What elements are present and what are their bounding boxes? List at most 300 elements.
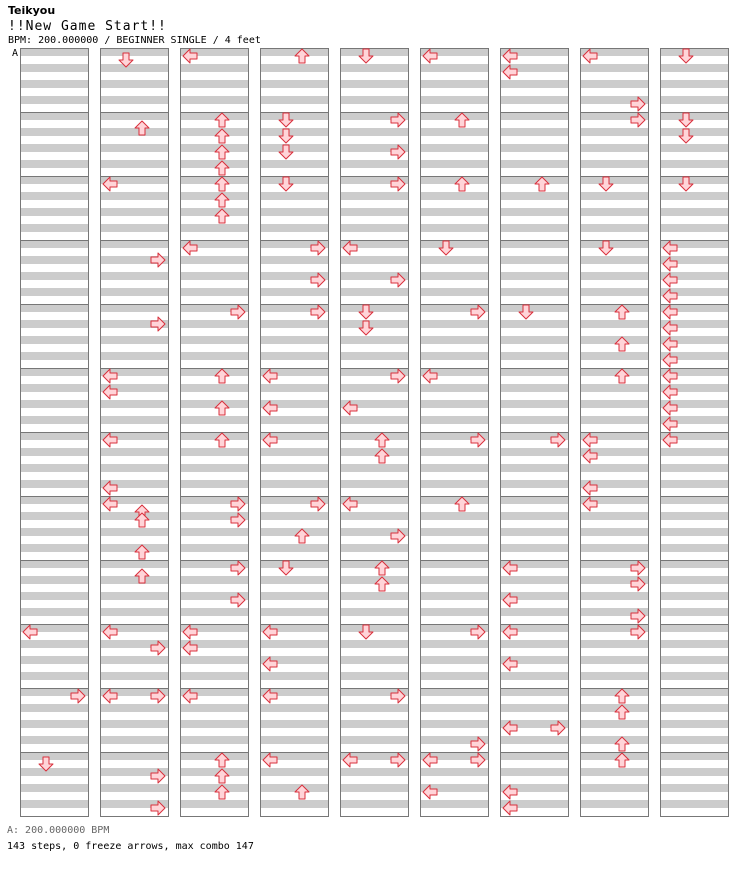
beat-stripe	[660, 720, 728, 728]
beat-stripe	[260, 384, 328, 392]
beat-stripe	[100, 80, 168, 88]
beat-stripe	[660, 128, 728, 136]
beat-stripe	[340, 704, 408, 712]
beat-stripe	[580, 736, 648, 744]
beat-stripe	[580, 544, 648, 552]
beat-stripe	[580, 320, 648, 328]
beat-stripe	[20, 432, 88, 440]
beat-stripe	[580, 416, 648, 424]
beat-stripe	[660, 736, 728, 744]
beat-stripe	[260, 112, 328, 120]
beat-stripe	[20, 272, 88, 280]
beat-stripe	[660, 800, 728, 808]
beat-stripe	[100, 720, 168, 728]
beat-stripe	[500, 240, 568, 248]
beat-stripe	[340, 512, 408, 520]
beat-stripe	[580, 304, 648, 312]
beat-stripe	[180, 320, 248, 328]
beat-stripe	[500, 416, 568, 424]
beat-stripe	[340, 192, 408, 200]
beat-stripe	[420, 672, 488, 680]
beat-stripe	[340, 592, 408, 600]
beat-stripe	[180, 480, 248, 488]
beat-stripe	[340, 560, 408, 568]
beat-stripe	[180, 608, 248, 616]
beat-stripe	[20, 608, 88, 616]
beat-stripe	[20, 48, 88, 56]
beat-stripe	[500, 208, 568, 216]
beat-stripe	[340, 608, 408, 616]
beat-stripe	[260, 224, 328, 232]
beat-stripe	[420, 448, 488, 456]
beat-stripe	[340, 544, 408, 552]
beat-stripe	[660, 752, 728, 760]
beat-stripe	[20, 240, 88, 248]
beat-stripe	[20, 592, 88, 600]
beat-stripe	[100, 112, 168, 120]
beat-stripe	[180, 672, 248, 680]
beat-stripe	[420, 640, 488, 648]
beat-stripe	[260, 528, 328, 536]
beat-stripe	[340, 64, 408, 72]
beat-stripe	[420, 144, 488, 152]
beat-stripe	[20, 784, 88, 792]
beat-stripe	[420, 272, 488, 280]
beat-stripe	[500, 704, 568, 712]
beat-stripe	[420, 128, 488, 136]
beat-stripe	[100, 448, 168, 456]
beat-stripe	[180, 112, 248, 120]
chart-column	[580, 48, 649, 817]
beat-stripe	[260, 288, 328, 296]
beat-stripe	[100, 704, 168, 712]
beat-stripe	[100, 96, 168, 104]
beat-stripe	[580, 288, 648, 296]
beat-stripe	[260, 608, 328, 616]
beat-stripe	[20, 720, 88, 728]
bpm-change-marker: A	[12, 48, 19, 59]
beat-stripe	[420, 384, 488, 392]
beat-stripe	[500, 288, 568, 296]
beat-stripe	[580, 656, 648, 664]
beat-stripe	[660, 784, 728, 792]
beat-stripe	[500, 544, 568, 552]
beat-stripe	[180, 416, 248, 424]
beat-stripe	[180, 368, 248, 376]
beat-stripe	[180, 784, 248, 792]
beat-stripe	[660, 576, 728, 584]
beat-stripe	[580, 240, 648, 248]
beat-stripe	[260, 784, 328, 792]
chart-column	[500, 48, 569, 817]
beat-stripe	[660, 464, 728, 472]
beat-stripe	[260, 208, 328, 216]
beat-stripe	[420, 80, 488, 88]
step-summary: 143 steps, 0 freeze arrows, max combo 147	[7, 841, 254, 852]
beat-stripe	[180, 208, 248, 216]
beat-stripe	[20, 304, 88, 312]
beat-stripe	[340, 80, 408, 88]
beat-stripe	[580, 464, 648, 472]
beat-stripe	[100, 784, 168, 792]
beat-stripe	[340, 384, 408, 392]
beat-stripe	[580, 640, 648, 648]
beat-stripe	[580, 64, 648, 72]
beat-stripe	[500, 672, 568, 680]
beat-stripe	[340, 480, 408, 488]
beat-stripe	[180, 272, 248, 280]
beat-stripe	[420, 800, 488, 808]
beat-stripe	[260, 720, 328, 728]
beat-stripe	[660, 448, 728, 456]
beat-stripe	[580, 256, 648, 264]
beat-stripe	[420, 656, 488, 664]
beat-stripe	[500, 640, 568, 648]
beat-stripe	[180, 752, 248, 760]
beat-stripe	[580, 224, 648, 232]
beat-stripe	[340, 784, 408, 792]
beat-stripe	[100, 608, 168, 616]
beat-stripe	[500, 480, 568, 488]
beat-stripe	[500, 448, 568, 456]
beat-stripe	[20, 400, 88, 408]
beat-stripe	[340, 224, 408, 232]
beat-stripe	[20, 496, 88, 504]
chart-info: BPM: 200.000000 / BEGINNER SINGLE / 4 feet	[8, 35, 261, 46]
beat-stripe	[20, 96, 88, 104]
beat-stripe	[20, 176, 88, 184]
beat-stripe	[100, 304, 168, 312]
beat-stripe	[340, 304, 408, 312]
beat-stripe	[500, 352, 568, 360]
beat-stripe	[100, 512, 168, 520]
beat-stripe	[580, 512, 648, 520]
beat-stripe	[340, 800, 408, 808]
beat-stripe	[100, 752, 168, 760]
beat-stripe	[260, 464, 328, 472]
beat-stripe	[340, 208, 408, 216]
beat-stripe	[660, 528, 728, 536]
beat-stripe	[660, 208, 728, 216]
beat-stripe	[420, 224, 488, 232]
beat-stripe	[100, 352, 168, 360]
beat-stripe	[420, 112, 488, 120]
beat-stripe	[20, 256, 88, 264]
beat-stripe	[500, 496, 568, 504]
beat-stripe	[580, 144, 648, 152]
beat-stripe	[420, 592, 488, 600]
beat-stripe	[340, 464, 408, 472]
beat-stripe	[260, 448, 328, 456]
beat-stripe	[660, 544, 728, 552]
beat-stripe	[100, 672, 168, 680]
beat-stripe	[500, 752, 568, 760]
beat-stripe	[500, 192, 568, 200]
beat-stripe	[180, 576, 248, 584]
beat-stripe	[260, 768, 328, 776]
beat-stripe	[180, 704, 248, 712]
beat-stripe	[20, 656, 88, 664]
beat-stripe	[260, 96, 328, 104]
beat-stripe	[20, 528, 88, 536]
beat-stripe	[180, 64, 248, 72]
beat-stripe	[20, 112, 88, 120]
beat-stripe	[260, 176, 328, 184]
beat-stripe	[20, 128, 88, 136]
song-title: !!New Game Start!!	[8, 19, 167, 34]
beat-stripe	[420, 64, 488, 72]
beat-stripe	[100, 592, 168, 600]
beat-stripe	[20, 368, 88, 376]
beat-stripe	[500, 272, 568, 280]
beat-stripe	[180, 544, 248, 552]
beat-stripe	[100, 128, 168, 136]
beat-stripe	[100, 48, 168, 56]
beat-stripe	[660, 224, 728, 232]
chart-column	[420, 48, 489, 817]
beat-stripe	[180, 160, 248, 168]
beat-stripe	[500, 160, 568, 168]
beat-stripe	[180, 400, 248, 408]
beat-stripe	[340, 320, 408, 328]
beat-stripe	[100, 336, 168, 344]
beat-stripe	[340, 336, 408, 344]
beat-stripe	[180, 464, 248, 472]
beat-stripe	[20, 448, 88, 456]
beat-stripe	[660, 512, 728, 520]
beat-stripe	[340, 352, 408, 360]
beat-stripe	[500, 464, 568, 472]
beat-stripe	[260, 560, 328, 568]
beat-stripe	[100, 272, 168, 280]
beat-stripe	[420, 576, 488, 584]
beat-stripe	[20, 80, 88, 88]
beat-stripe	[420, 320, 488, 328]
beat-stripe	[420, 480, 488, 488]
beat-stripe	[100, 544, 168, 552]
beat-stripe	[260, 512, 328, 520]
beat-stripe	[20, 384, 88, 392]
beat-stripe	[180, 736, 248, 744]
beat-stripe	[420, 288, 488, 296]
beat-stripe	[180, 800, 248, 808]
beat-stripe	[580, 272, 648, 280]
beat-stripe	[20, 800, 88, 808]
beat-stripe	[420, 256, 488, 264]
beat-stripe	[500, 608, 568, 616]
beat-stripe	[660, 112, 728, 120]
beat-stripe	[660, 560, 728, 568]
beat-stripe	[180, 336, 248, 344]
beat-stripe	[100, 576, 168, 584]
beat-stripe	[260, 256, 328, 264]
beat-stripe	[660, 496, 728, 504]
beat-stripe	[20, 736, 88, 744]
beat-stripe	[20, 144, 88, 152]
beat-stripe	[180, 176, 248, 184]
beat-stripe	[580, 720, 648, 728]
beat-stripe	[580, 400, 648, 408]
beat-stripe	[20, 160, 88, 168]
beat-stripe	[580, 688, 648, 696]
beat-stripe	[500, 176, 568, 184]
beat-stripe	[180, 432, 248, 440]
beat-stripe	[500, 128, 568, 136]
beat-stripe	[340, 640, 408, 648]
beat-stripe	[260, 160, 328, 168]
beat-stripe	[100, 64, 168, 72]
beat-stripe	[180, 720, 248, 728]
beat-stripe	[260, 336, 328, 344]
beat-stripe	[500, 400, 568, 408]
beat-stripe	[660, 48, 728, 56]
beat-stripe	[100, 400, 168, 408]
beat-stripe	[420, 464, 488, 472]
beat-stripe	[660, 768, 728, 776]
beat-stripe	[500, 256, 568, 264]
beat-stripe	[180, 128, 248, 136]
beat-stripe	[340, 672, 408, 680]
beat-stripe	[420, 176, 488, 184]
beat-stripe	[580, 352, 648, 360]
beat-stripe	[20, 640, 88, 648]
beat-stripe	[580, 784, 648, 792]
beat-stripe	[340, 448, 408, 456]
beat-stripe	[500, 512, 568, 520]
beat-stripe	[340, 416, 408, 424]
beat-stripe	[420, 208, 488, 216]
beat-stripe	[340, 48, 408, 56]
beat-stripe	[340, 256, 408, 264]
beat-stripe	[420, 192, 488, 200]
beat-stripe	[180, 528, 248, 536]
beat-stripe	[580, 368, 648, 376]
beat-stripe	[500, 96, 568, 104]
beat-stripe	[100, 416, 168, 424]
beat-stripe	[100, 208, 168, 216]
beat-stripe	[420, 768, 488, 776]
beat-stripe	[340, 576, 408, 584]
beat-stripe	[260, 320, 328, 328]
beat-stripe	[20, 416, 88, 424]
beat-stripe	[260, 576, 328, 584]
beat-stripe	[660, 608, 728, 616]
beat-stripe	[180, 80, 248, 88]
beat-stripe	[500, 144, 568, 152]
beat-stripe	[20, 672, 88, 680]
beat-stripe	[420, 512, 488, 520]
beat-stripe	[260, 352, 328, 360]
beat-stripe	[180, 656, 248, 664]
beat-stripe	[20, 192, 88, 200]
beat-stripe	[260, 704, 328, 712]
beat-stripe	[420, 160, 488, 168]
beat-stripe	[180, 448, 248, 456]
bpm-summary: A: 200.000000 BPM	[7, 825, 110, 836]
beat-stripe	[500, 336, 568, 344]
beat-stripe	[20, 336, 88, 344]
beat-stripe	[580, 80, 648, 88]
beat-stripe	[20, 288, 88, 296]
beat-stripe	[660, 144, 728, 152]
beat-stripe	[100, 656, 168, 664]
beat-stripe	[20, 320, 88, 328]
beat-stripe	[420, 688, 488, 696]
beat-stripe	[340, 656, 408, 664]
beat-stripe	[580, 752, 648, 760]
beat-stripe	[180, 192, 248, 200]
beat-stripe	[20, 352, 88, 360]
beat-stripe	[420, 96, 488, 104]
beat-stripe	[660, 176, 728, 184]
beat-stripe	[20, 544, 88, 552]
beat-stripe	[660, 672, 728, 680]
beat-stripe	[420, 608, 488, 616]
beat-stripe	[20, 224, 88, 232]
beat-stripe	[340, 736, 408, 744]
beat-stripe	[20, 208, 88, 216]
beat-stripe	[660, 160, 728, 168]
beat-stripe	[100, 160, 168, 168]
beat-stripe	[20, 560, 88, 568]
beat-stripe	[100, 560, 168, 568]
beat-stripe	[500, 368, 568, 376]
beat-stripe	[100, 464, 168, 472]
beat-stripe	[500, 320, 568, 328]
beat-stripe	[20, 64, 88, 72]
beat-stripe	[180, 768, 248, 776]
beat-stripe	[20, 768, 88, 776]
beat-stripe	[660, 592, 728, 600]
beat-stripe	[420, 528, 488, 536]
beat-stripe	[660, 656, 728, 664]
beat-stripe	[20, 512, 88, 520]
beat-stripe	[580, 704, 648, 712]
beat-stripe	[500, 224, 568, 232]
beat-stripe	[420, 240, 488, 248]
beat-stripe	[660, 704, 728, 712]
beat-stripe	[420, 544, 488, 552]
chart-column	[660, 48, 729, 817]
beat-stripe	[260, 48, 328, 56]
beat-stripe	[20, 704, 88, 712]
beat-stripe	[340, 160, 408, 168]
beat-stripe	[260, 736, 328, 744]
beat-stripe	[420, 720, 488, 728]
beat-stripe	[180, 352, 248, 360]
beat-stripe	[660, 688, 728, 696]
beat-stripe	[260, 64, 328, 72]
beat-stripe	[100, 528, 168, 536]
beat-stripe	[420, 352, 488, 360]
beat-stripe	[500, 576, 568, 584]
beat-stripe	[260, 480, 328, 488]
beat-stripe	[580, 528, 648, 536]
beat-stripe	[260, 672, 328, 680]
beat-stripe	[420, 336, 488, 344]
beat-stripe	[340, 96, 408, 104]
beat-stripe	[580, 592, 648, 600]
beat-stripe	[340, 768, 408, 776]
beat-stripe	[260, 80, 328, 88]
beat-stripe	[180, 288, 248, 296]
beat-stripe	[260, 192, 328, 200]
beat-stripe	[340, 720, 408, 728]
beat-stripe	[20, 464, 88, 472]
beat-stripe	[420, 400, 488, 408]
beat-stripe	[500, 688, 568, 696]
beat-stripe	[100, 240, 168, 248]
